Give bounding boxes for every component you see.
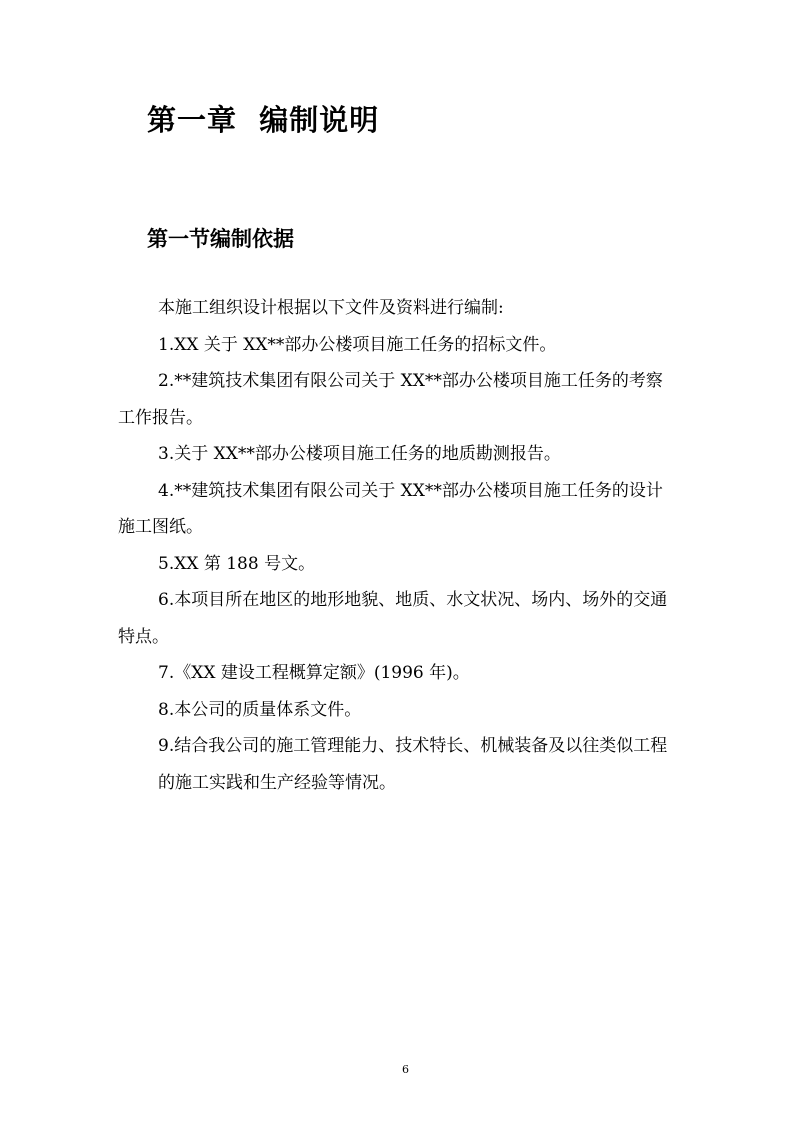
list-item-1: 1.XX 关于 XX**部办公楼项目施工任务的招标文件。 [158, 334, 557, 355]
section-title: 第一节编制依据 [147, 227, 294, 251]
chapter-title: 第一章 编制说明 [147, 103, 380, 137]
page-number: 6 [402, 1063, 409, 1076]
list-item-4: 4.**建筑技术集团有限公司关于 XX**部办公楼项目施工任务的设计施工图纸。 [118, 480, 663, 537]
list-item-5: 5.XX 第 188 号文。 [158, 553, 316, 574]
list-item-3: 3.关于 XX**部办公楼项目施工任务的地质勘测报告。 [158, 444, 561, 464]
list-item-2: 2.**建筑技术集团有限公司关于 XX**部办公楼项目施工任务的考察工作报告。 [118, 371, 663, 428]
list-item-8: 8.本公司的质量体系文件。 [158, 699, 362, 720]
body-text [118, 290, 678, 801]
list-item-7: 7.《XX 建设工程概算定额》(1996 年)。 [158, 663, 470, 683]
list-item-6: 6.本项目所在地区的地形地貌、地质、水文状况、场内、场外的交通特点。 [118, 590, 668, 647]
intro-paragraph: 本施工组织设计根据以下文件及资料进行编制: [158, 298, 504, 318]
list-item-9: 9.结合我公司的施工管理能力、技术特长、机械装备及以往类似工程 [158, 736, 668, 756]
list-item-9-continuation: 的施工实践和生产经验等情况。 [158, 772, 396, 793]
